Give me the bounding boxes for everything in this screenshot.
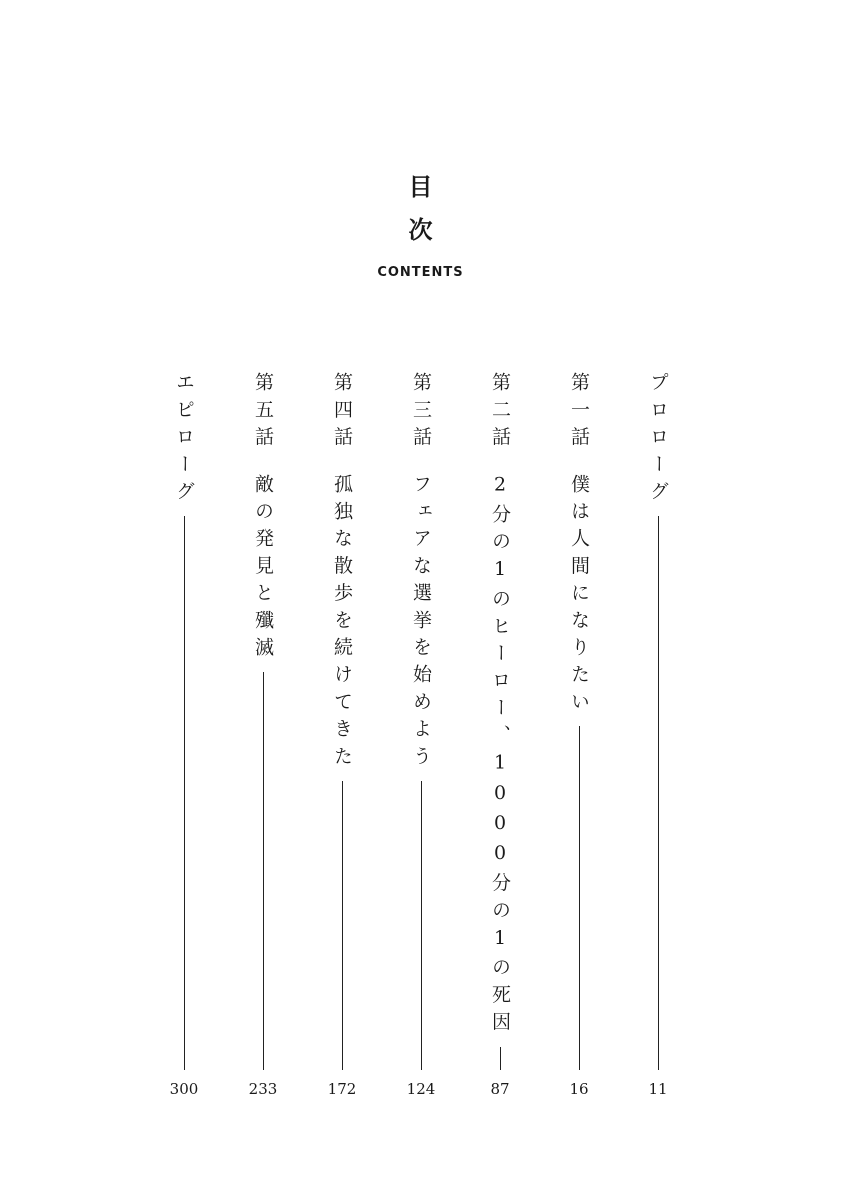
chapter-label: 第四話 (331, 372, 353, 454)
chapter-label: 第二話 (489, 372, 511, 454)
toc-entry-text (407, 372, 435, 773)
toc-entry-text (170, 372, 198, 508)
toc-entry-chapter-2[interactable] (486, 372, 514, 1070)
toc-title-char-2: 次 (408, 215, 433, 244)
toc-title-char-1: 目 (408, 172, 433, 201)
page-number: 87 (490, 1080, 510, 1098)
toc-entry-text (328, 372, 356, 773)
leader-line (658, 516, 659, 1070)
chapter-label: 第三話 (410, 372, 432, 454)
entry-title: 僕は人間になりたい (568, 473, 590, 719)
leader-line (579, 726, 580, 1070)
leader-line (421, 781, 422, 1070)
toc-entry-text (644, 372, 672, 508)
entry-title: 敵の発見と殲滅 (252, 473, 274, 665)
toc-entry-chapter-4[interactable] (328, 372, 356, 1070)
page-number: 172 (327, 1080, 357, 1098)
toc-entry-text (565, 372, 593, 718)
toc-entry-prologue[interactable] (644, 372, 672, 1070)
entry-title: 2分の1のヒーロー、1000分の1の死因 (489, 473, 511, 1039)
toc-subtitle: CONTENTS (377, 265, 464, 280)
entry-title: プロローグ (647, 372, 669, 508)
entry-title: エピローグ (173, 372, 195, 508)
chapter-label: 第一話 (568, 372, 590, 454)
page-number: 124 (406, 1080, 436, 1098)
toc-entry-epilogue[interactable] (170, 372, 198, 1070)
chapter-label: 第五話 (252, 372, 274, 454)
entry-title: フェアな選挙を始めよう (410, 473, 432, 773)
toc-entry-chapter-1[interactable] (565, 372, 593, 1070)
page-number: 233 (248, 1080, 278, 1098)
toc-entry-text (486, 372, 514, 1039)
leader-line (500, 1047, 501, 1070)
page-number: 16 (569, 1080, 589, 1098)
leader-line (184, 516, 185, 1070)
toc-entry-chapter-5[interactable] (249, 372, 277, 1070)
toc-entry-text (249, 372, 277, 664)
leader-line (263, 672, 264, 1070)
entry-title: 孤独な散歩を続けてきた (331, 473, 353, 773)
page-number: 300 (169, 1080, 199, 1098)
page-number: 11 (648, 1080, 668, 1098)
leader-line (342, 781, 343, 1070)
toc-entry-chapter-3[interactable] (407, 372, 435, 1070)
